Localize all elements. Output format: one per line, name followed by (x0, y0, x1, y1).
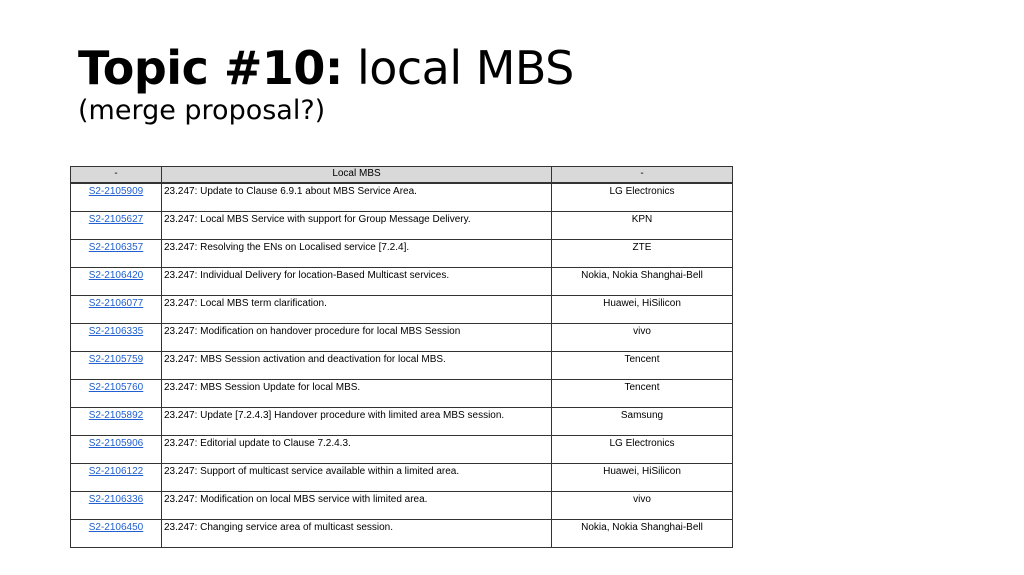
doc-id-link[interactable]: S2-2106122 (88, 466, 144, 477)
table-row (71, 268, 733, 296)
table-row (71, 212, 733, 240)
doc-id-link[interactable]: S2-2106336 (88, 494, 144, 505)
doc-id-cell (71, 492, 162, 520)
doc-title-cell: 23.247: MBS Session activation and deactivation for local MBS. (162, 352, 552, 380)
doc-source-cell: Huawei, HiSilicon (552, 464, 733, 492)
doc-source-cell: Nokia, Nokia Shanghai-Bell (552, 268, 733, 296)
doc-id-cell (71, 240, 162, 268)
table-header-row (71, 167, 733, 184)
doc-title-cell: 23.247: Changing service area of multicast session. (162, 520, 552, 548)
doc-title-cell: 23.247: MBS Session Update for local MBS. (162, 380, 552, 408)
table-row (71, 296, 733, 324)
doc-id-cell (71, 352, 162, 380)
doc-title-cell: 23.247: Support of multicast service available within a limited area. (162, 464, 552, 492)
doc-title-cell: 23.247: Individual Delivery for location-Based Multicast services. (162, 268, 552, 296)
column-header-source: - (552, 167, 733, 184)
doc-id-link[interactable]: S2-2105760 (88, 382, 144, 393)
contributions-table (70, 166, 733, 548)
doc-id-cell (71, 408, 162, 436)
doc-id-cell (71, 212, 162, 240)
slide-title-topic: local MBS (356, 41, 574, 95)
doc-source-cell: Nokia, Nokia Shanghai-Bell (552, 520, 733, 548)
doc-id-cell (71, 324, 162, 352)
slide-title-bold: Topic #10: (78, 41, 343, 95)
doc-id-cell (71, 380, 162, 408)
table-row (71, 520, 733, 548)
doc-id-link[interactable]: S2-2106420 (88, 270, 144, 281)
table-row (71, 183, 733, 212)
doc-title-cell: 23.247: Update [7.2.4.3] Handover procedure with limited area MBS session. (162, 408, 552, 436)
table-row (71, 352, 733, 380)
table-row (71, 436, 733, 464)
table-row (71, 492, 733, 520)
doc-id-link[interactable]: S2-2105906 (88, 438, 144, 449)
doc-id-link[interactable]: S2-2106450 (88, 522, 144, 533)
slide-title (78, 40, 574, 96)
doc-source-cell: LG Electronics (552, 183, 733, 212)
table-row (71, 324, 733, 352)
table-row (71, 240, 733, 268)
table-row (71, 380, 733, 408)
table-row (71, 408, 733, 436)
doc-title-cell: 23.247: Resolving the ENs on Localised service [7.2.4]. (162, 240, 552, 268)
doc-source-cell: ZTE (552, 240, 733, 268)
doc-id-cell (71, 520, 162, 548)
column-header-topic: Local MBS (162, 167, 552, 184)
doc-id-cell (71, 183, 162, 212)
doc-source-cell: vivo (552, 324, 733, 352)
doc-source-cell: vivo (552, 492, 733, 520)
doc-source-cell: Tencent (552, 352, 733, 380)
doc-id-link[interactable]: S2-2106077 (88, 298, 144, 309)
doc-title-cell: 23.247: Local MBS Service with support for Group Message Delivery. (162, 212, 552, 240)
doc-id-link[interactable]: S2-2105759 (88, 354, 144, 365)
doc-source-cell: KPN (552, 212, 733, 240)
doc-source-cell: Samsung (552, 408, 733, 436)
table-row (71, 464, 733, 492)
doc-id-cell (71, 268, 162, 296)
doc-title-cell: 23.247: Editorial update to Clause 7.2.4.3. (162, 436, 552, 464)
slide-subtitle: (merge proposal?) (78, 95, 326, 126)
doc-id-cell (71, 464, 162, 492)
doc-source-cell: Huawei, HiSilicon (552, 296, 733, 324)
doc-id-link[interactable]: S2-2106357 (88, 242, 144, 253)
doc-id-link[interactable]: S2-2105892 (88, 410, 144, 421)
doc-source-cell: Tencent (552, 380, 733, 408)
doc-title-cell: 23.247: Modification on handover procedure for local MBS Session (162, 324, 552, 352)
doc-source-cell: LG Electronics (552, 436, 733, 464)
doc-title-cell: 23.247: Local MBS term clarification. (162, 296, 552, 324)
doc-id-link[interactable]: S2-2105909 (88, 186, 144, 197)
doc-id-cell (71, 296, 162, 324)
doc-title-cell: 23.247: Update to Clause 6.9.1 about MBS Service Area. (162, 183, 552, 212)
doc-title-cell: 23.247: Modification on local MBS service with limited area. (162, 492, 552, 520)
doc-id-link[interactable]: S2-2106335 (88, 326, 144, 337)
column-header-id: - (71, 167, 162, 184)
doc-id-cell (71, 436, 162, 464)
doc-id-link[interactable]: S2-2105627 (88, 214, 144, 225)
